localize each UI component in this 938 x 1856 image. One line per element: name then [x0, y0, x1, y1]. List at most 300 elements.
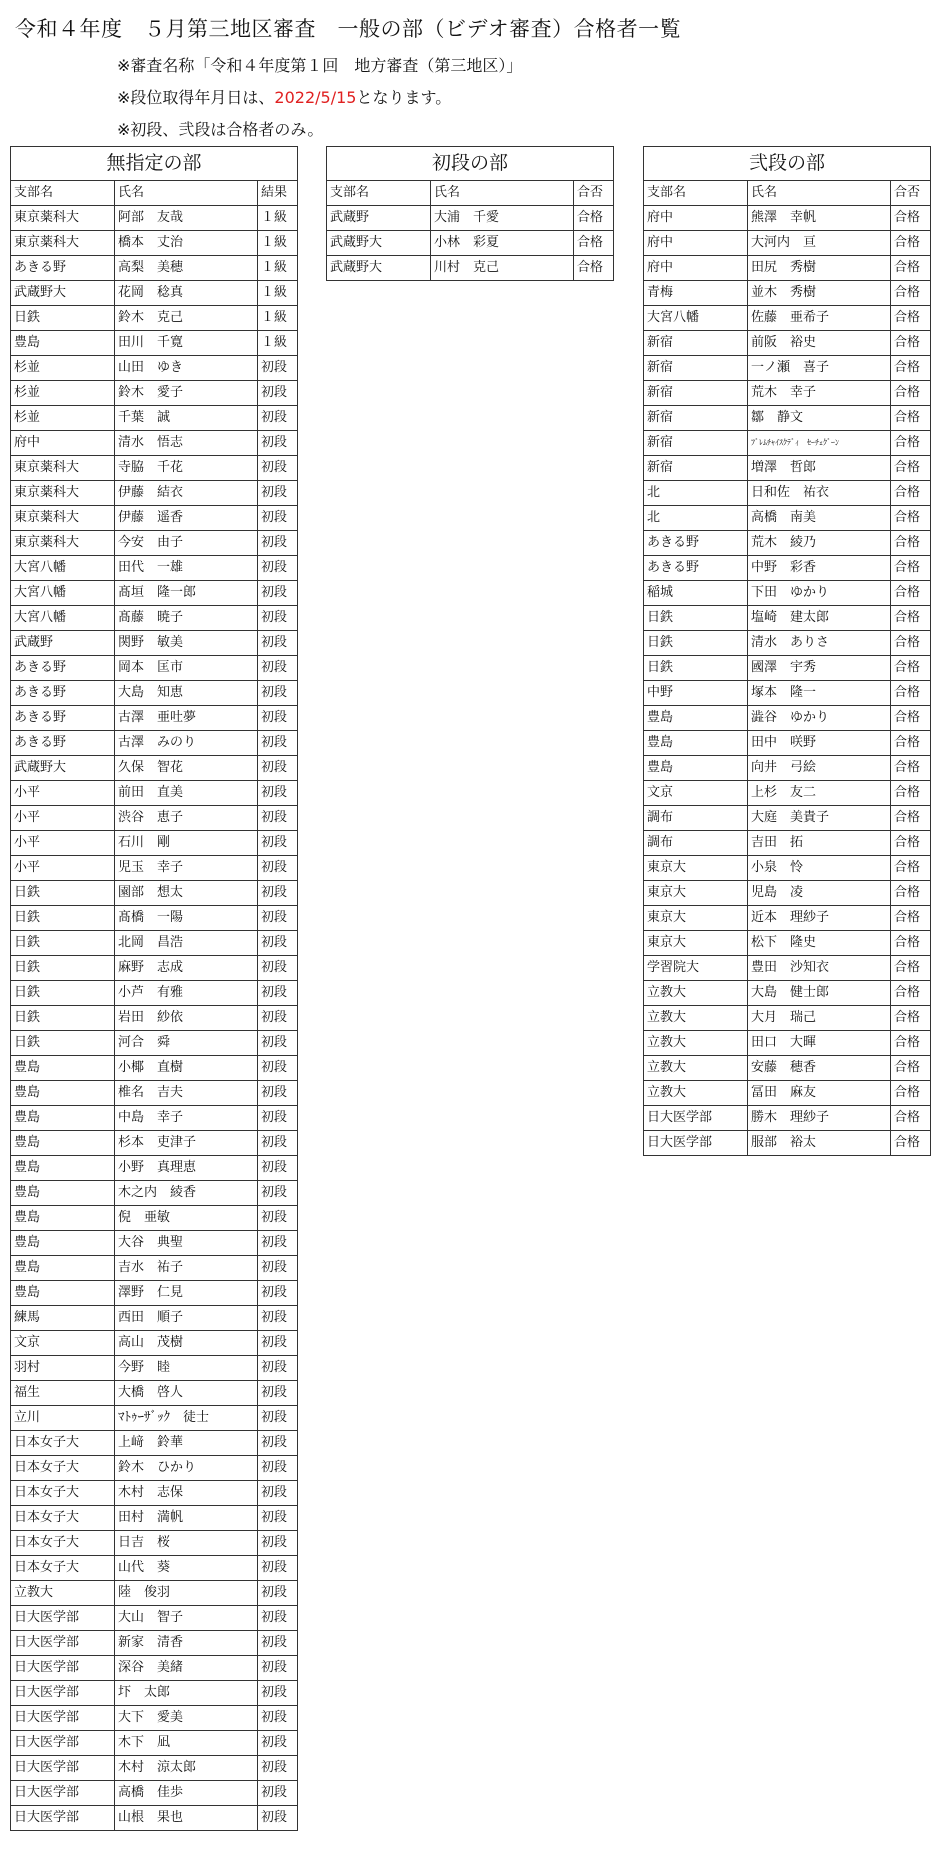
cell-name: 並木 秀樹	[748, 281, 891, 306]
cell-name: 熊澤 幸帆	[748, 206, 891, 231]
cell-branch: 豊島	[644, 706, 748, 731]
cell-name: 小林 彩夏	[431, 231, 574, 256]
table-row	[644, 256, 931, 281]
table-row	[11, 1556, 298, 1581]
cell-result: 合格	[891, 406, 931, 431]
cell-branch: 日鉄	[11, 981, 115, 1006]
cell-result: 初段	[258, 756, 298, 781]
cell-name: 向井 弓絵	[748, 756, 891, 781]
cell-result: 初段	[258, 706, 298, 731]
table-row	[11, 1206, 298, 1231]
cell-result: 初段	[258, 1456, 298, 1481]
cell-result: 合格	[891, 506, 931, 531]
cell-branch: 府中	[11, 431, 115, 456]
cell-result: 初段	[258, 1631, 298, 1656]
cell-result: 初段	[258, 1756, 298, 1781]
cell-branch: あきる野	[644, 556, 748, 581]
cell-branch: 中野	[644, 681, 748, 706]
cell-branch: 府中	[644, 206, 748, 231]
table-row	[11, 831, 298, 856]
cell-result: 合格	[891, 806, 931, 831]
cell-branch: 立川	[11, 1406, 115, 1431]
cell-branch: 日鉄	[11, 1006, 115, 1031]
cell-name: 荒木 幸子	[748, 381, 891, 406]
cell-name: 高梨 美穂	[115, 256, 258, 281]
cell-name: 一ノ瀬 喜子	[748, 356, 891, 381]
cell-branch: あきる野	[644, 531, 748, 556]
header-branch: 支部名	[327, 181, 431, 206]
table-row	[11, 1256, 298, 1281]
cell-name: 伊藤 結衣	[115, 481, 258, 506]
table-row	[644, 731, 931, 756]
cell-result: 初段	[258, 981, 298, 1006]
table-row	[644, 581, 931, 606]
table-row	[644, 781, 931, 806]
header-branch: 支部名	[11, 181, 115, 206]
cell-result: 初段	[258, 881, 298, 906]
cell-result: 初段	[258, 1706, 298, 1731]
cell-name: 田中 咲野	[748, 731, 891, 756]
cell-result: 合格	[891, 731, 931, 756]
table-row	[644, 206, 931, 231]
cell-branch: 文京	[11, 1331, 115, 1356]
cell-branch: 武蔵野大	[327, 231, 431, 256]
cell-result: 合格	[891, 1131, 931, 1156]
header-name: 氏名	[115, 181, 258, 206]
cell-branch: 福生	[11, 1381, 115, 1406]
cell-name: 澁谷 ゆかり	[748, 706, 891, 731]
header-name: 氏名	[431, 181, 574, 206]
table-row	[11, 1531, 298, 1556]
cell-name: 塚本 隆一	[748, 681, 891, 706]
cell-branch: 日大医学部	[11, 1731, 115, 1756]
header-branch: 支部名	[644, 181, 748, 206]
cell-name: 児島 凌	[748, 881, 891, 906]
table-row	[11, 1606, 298, 1631]
cell-name: 前田 直美	[115, 781, 258, 806]
table-row	[11, 1106, 298, 1131]
cell-branch: 杉並	[11, 406, 115, 431]
table-row	[11, 1406, 298, 1431]
cell-branch: あきる野	[11, 706, 115, 731]
cell-branch: 東京薬科大	[11, 206, 115, 231]
cell-result: 合格	[891, 356, 931, 381]
cell-result: 合格	[891, 581, 931, 606]
cell-branch: 東京薬科大	[11, 481, 115, 506]
cell-name: 佐藤 亜希子	[748, 306, 891, 331]
cell-result: 合格	[891, 681, 931, 706]
table-row	[644, 506, 931, 531]
table-row	[11, 406, 298, 431]
cell-name: 中野 彩香	[748, 556, 891, 581]
cell-name: 木下 凪	[115, 1731, 258, 1756]
cell-result: １級	[258, 206, 298, 231]
table-row	[11, 1156, 298, 1181]
cell-branch: 小平	[11, 831, 115, 856]
cell-result: 合格	[891, 381, 931, 406]
cell-branch: 日本女子大	[11, 1431, 115, 1456]
cell-branch: 日大医学部	[11, 1631, 115, 1656]
cell-result: 合格	[891, 306, 931, 331]
cell-branch: 日鉄	[11, 956, 115, 981]
cell-result: 初段	[258, 1281, 298, 1306]
cell-branch: 東京大	[644, 906, 748, 931]
table-row	[644, 756, 931, 781]
cell-result: 初段	[258, 431, 298, 456]
table-row	[644, 656, 931, 681]
cell-name: 大橋 啓人	[115, 1381, 258, 1406]
cell-result: 初段	[258, 656, 298, 681]
cell-name: 勝木 理紗子	[748, 1106, 891, 1131]
cell-result: 初段	[258, 1781, 298, 1806]
cell-result: 初段	[258, 1481, 298, 1506]
cell-branch: 日大医学部	[644, 1106, 748, 1131]
note-exam-name: ※審査名称「令和４年度第１回 地方審査（第三地区）」	[117, 56, 523, 75]
cell-result: 合格	[891, 656, 931, 681]
cell-result: １級	[258, 281, 298, 306]
cell-branch: 日鉄	[644, 631, 748, 656]
cell-result: 合格	[891, 931, 931, 956]
cell-branch: 新宿	[644, 331, 748, 356]
cell-branch: 武蔵野大	[11, 756, 115, 781]
table-row	[644, 831, 931, 856]
cell-name: 杉本 吏津子	[115, 1131, 258, 1156]
cell-name: 田尻 秀樹	[748, 256, 891, 281]
cell-result: 合格	[891, 1081, 931, 1106]
cell-branch: 調布	[644, 831, 748, 856]
cell-name: 大庭 美貴子	[748, 806, 891, 831]
cell-name: 清水 悟志	[115, 431, 258, 456]
table-row	[11, 1706, 298, 1731]
table-row	[644, 431, 931, 456]
table-row	[11, 481, 298, 506]
cell-branch: 日大医学部	[11, 1706, 115, 1731]
table-row	[11, 1331, 298, 1356]
cell-name: 渋谷 恵子	[115, 806, 258, 831]
table-row	[644, 631, 931, 656]
cell-name: 鈴木 愛子	[115, 381, 258, 406]
table-row	[11, 1231, 298, 1256]
cell-result: 合格	[891, 531, 931, 556]
table-row	[11, 1381, 298, 1406]
cell-result: 初段	[258, 1206, 298, 1231]
table-row	[644, 906, 931, 931]
cell-branch: あきる野	[11, 256, 115, 281]
cell-name: 増澤 哲郎	[748, 456, 891, 481]
cell-name: 大浦 千愛	[431, 206, 574, 231]
cell-branch: 東京薬科大	[11, 531, 115, 556]
table-row	[11, 1281, 298, 1306]
table-row	[11, 431, 298, 456]
cell-branch: 立教大	[11, 1581, 115, 1606]
table-row	[644, 306, 931, 331]
cell-branch: 豊島	[644, 731, 748, 756]
cell-name: 川村 克己	[431, 256, 574, 281]
cell-name: 安藤 穂香	[748, 1056, 891, 1081]
cell-branch: 日鉄	[644, 606, 748, 631]
cell-name: 小野 真理恵	[115, 1156, 258, 1181]
cell-branch: 日鉄	[11, 931, 115, 956]
cell-name: 田川 千寛	[115, 331, 258, 356]
cell-branch: 日大医学部	[11, 1606, 115, 1631]
cell-branch: 日鉄	[644, 656, 748, 681]
note-acquisition-date	[117, 86, 451, 110]
cell-result: 合格	[891, 331, 931, 356]
cell-branch: 日本女子大	[11, 1531, 115, 1556]
table-row	[327, 231, 614, 256]
table-row	[11, 206, 298, 231]
cell-result: 合格	[574, 231, 614, 256]
cell-branch: 練馬	[11, 1306, 115, 1331]
cell-name: 千葉 誠	[115, 406, 258, 431]
table-row	[11, 956, 298, 981]
cell-branch: 豊島	[11, 1131, 115, 1156]
table-row	[11, 1506, 298, 1531]
cell-result: 初段	[258, 906, 298, 931]
cell-result: 初段	[258, 856, 298, 881]
cell-result: 初段	[258, 1556, 298, 1581]
table-row	[644, 231, 931, 256]
cell-result: 合格	[891, 1056, 931, 1081]
cell-branch: 大宮八幡	[11, 606, 115, 631]
cell-name: 田村 満帆	[115, 1506, 258, 1531]
cell-branch: 新宿	[644, 406, 748, 431]
cell-name: 児玉 幸子	[115, 856, 258, 881]
cell-name: 深谷 美緒	[115, 1656, 258, 1681]
cell-branch: 府中	[644, 231, 748, 256]
cell-result: 初段	[258, 406, 298, 431]
cell-result: 初段	[258, 1681, 298, 1706]
cell-branch: 豊島	[11, 1256, 115, 1281]
table-row	[644, 1006, 931, 1031]
cell-result: 初段	[258, 1006, 298, 1031]
cell-result: 初段	[258, 1181, 298, 1206]
cell-name: 小泉 怜	[748, 856, 891, 881]
cell-result: 合格	[891, 781, 931, 806]
header-result: 合否	[891, 181, 931, 206]
cell-branch: 日大医学部	[11, 1781, 115, 1806]
cell-result: 合格	[891, 831, 931, 856]
cell-name: 荒木 綾乃	[748, 531, 891, 556]
cell-name: 古澤 みのり	[115, 731, 258, 756]
cell-result: 合格	[891, 881, 931, 906]
cell-name: 倪 亜敏	[115, 1206, 258, 1231]
table-row	[11, 756, 298, 781]
table-row	[11, 881, 298, 906]
table-row	[11, 606, 298, 631]
cell-result: 初段	[258, 506, 298, 531]
table-row	[11, 256, 298, 281]
table-row	[644, 456, 931, 481]
table-row	[644, 1106, 931, 1131]
table-row	[644, 706, 931, 731]
cell-result: 初段	[258, 456, 298, 481]
section-title-nidan: 弐段の部	[644, 147, 931, 181]
table-row	[644, 1081, 931, 1106]
cell-branch: 府中	[644, 256, 748, 281]
table-row	[11, 306, 298, 331]
cell-name: 高橋 佳歩	[115, 1781, 258, 1806]
cell-branch: 杉並	[11, 381, 115, 406]
cell-result: 合格	[574, 256, 614, 281]
cell-name: 前阪 裕史	[748, 331, 891, 356]
note-pass-only: ※初段、弐段は合格者のみ。	[117, 120, 324, 139]
cell-name: 鈴木 克己	[115, 306, 258, 331]
table-row	[11, 581, 298, 606]
cell-branch: 日大医学部	[644, 1131, 748, 1156]
cell-name: 豊田 沙知衣	[748, 956, 891, 981]
cell-branch: 日鉄	[11, 306, 115, 331]
cell-branch: 武蔵野大	[11, 281, 115, 306]
cell-branch: 日鉄	[11, 906, 115, 931]
cell-result: 初段	[258, 481, 298, 506]
cell-result: 初段	[258, 931, 298, 956]
table-row	[644, 931, 931, 956]
cell-name: 橋本 丈治	[115, 231, 258, 256]
cell-name: 小芦 有雅	[115, 981, 258, 1006]
table-row	[644, 1131, 931, 1156]
cell-result: 初段	[258, 606, 298, 631]
cell-name: 髙橋 一陽	[115, 906, 258, 931]
cell-result: 初段	[258, 631, 298, 656]
cell-branch: 豊島	[11, 1156, 115, 1181]
cell-name: 田代 一雄	[115, 556, 258, 581]
cell-result: 合格	[891, 981, 931, 1006]
cell-name: 髙垣 隆一郎	[115, 581, 258, 606]
note-date-prefix: ※段位取得年月日は、	[117, 88, 275, 107]
table-row	[11, 556, 298, 581]
cell-result: 初段	[258, 1606, 298, 1631]
cell-name: 吉田 拓	[748, 831, 891, 856]
cell-name: 大河内 亘	[748, 231, 891, 256]
cell-branch: 豊島	[644, 756, 748, 781]
table-row	[11, 731, 298, 756]
cell-result: １級	[258, 306, 298, 331]
cell-result: 初段	[258, 1106, 298, 1131]
cell-name: 大島 知恵	[115, 681, 258, 706]
cell-name: 近本 理紗子	[748, 906, 891, 931]
cell-result: 合格	[891, 481, 931, 506]
cell-result: 合格	[891, 756, 931, 781]
table-row	[11, 656, 298, 681]
cell-name: 日和佐 祐衣	[748, 481, 891, 506]
section-title-shodan: 初段の部	[327, 147, 614, 181]
cell-branch: 豊島	[11, 1106, 115, 1131]
cell-name: 大月 瑞己	[748, 1006, 891, 1031]
cell-result: 初段	[258, 1506, 298, 1531]
cell-result: 初段	[258, 1431, 298, 1456]
cell-result: 初段	[258, 731, 298, 756]
header-result: 合否	[574, 181, 614, 206]
cell-name: 大山 智子	[115, 1606, 258, 1631]
table-row	[11, 1081, 298, 1106]
cell-result: 初段	[258, 1656, 298, 1681]
cell-name: 伊藤 遥香	[115, 506, 258, 531]
cell-branch: 日大医学部	[11, 1656, 115, 1681]
cell-name: 下田 ゆかり	[748, 581, 891, 606]
cell-branch: 立教大	[644, 1056, 748, 1081]
table-row	[644, 356, 931, 381]
table-row	[11, 1581, 298, 1606]
table-shodan	[326, 146, 614, 281]
cell-branch: 学習院大	[644, 956, 748, 981]
cell-name: 山田 ゆき	[115, 356, 258, 381]
cell-result: 初段	[258, 1331, 298, 1356]
cell-name: 國澤 宇秀	[748, 656, 891, 681]
cell-name: 小椰 直樹	[115, 1056, 258, 1081]
table-row	[644, 531, 931, 556]
table-row	[11, 1431, 298, 1456]
cell-result: 合格	[891, 456, 931, 481]
cell-result: 合格	[891, 631, 931, 656]
cell-branch: 豊島	[11, 1056, 115, 1081]
cell-result: 初段	[258, 1406, 298, 1431]
cell-name: 山根 果也	[115, 1806, 258, 1831]
cell-result: 初段	[258, 1731, 298, 1756]
cell-result: 初段	[258, 1306, 298, 1331]
cell-name: 圷 太郎	[115, 1681, 258, 1706]
cell-branch: 青梅	[644, 281, 748, 306]
cell-name: 花岡 稔真	[115, 281, 258, 306]
cell-branch: 武蔵野大	[327, 256, 431, 281]
cell-name: 木之内 綾香	[115, 1181, 258, 1206]
table-row	[11, 456, 298, 481]
cell-branch: 小平	[11, 806, 115, 831]
table-row	[11, 1131, 298, 1156]
cell-branch: 東京薬科大	[11, 231, 115, 256]
cell-result: 初段	[258, 806, 298, 831]
cell-name: 大島 健士郎	[748, 981, 891, 1006]
note-date-suffix: となります。	[356, 88, 452, 107]
cell-branch: 立教大	[644, 1006, 748, 1031]
table-row	[644, 556, 931, 581]
table-row	[644, 806, 931, 831]
cell-branch: 稲城	[644, 581, 748, 606]
table-row	[644, 281, 931, 306]
cell-result: 初段	[258, 1581, 298, 1606]
cell-name: 吉水 祐子	[115, 1256, 258, 1281]
cell-result: 初段	[258, 1031, 298, 1056]
cell-branch: 小平	[11, 781, 115, 806]
cell-result: 初段	[258, 1531, 298, 1556]
cell-result: 合格	[891, 281, 931, 306]
cell-branch: 東京大	[644, 856, 748, 881]
table-row	[11, 631, 298, 656]
cell-branch: 豊島	[11, 1281, 115, 1306]
cell-name: 木村 志保	[115, 1481, 258, 1506]
table-row	[644, 406, 931, 431]
cell-branch: 東京大	[644, 881, 748, 906]
cell-branch: 豊島	[11, 1081, 115, 1106]
cell-name: 岩田 紗依	[115, 1006, 258, 1031]
cell-result: 合格	[891, 856, 931, 881]
cell-result: 合格	[891, 1031, 931, 1056]
cell-branch: 豊島	[11, 1206, 115, 1231]
table-row	[11, 856, 298, 881]
table-row	[11, 531, 298, 556]
table-row	[11, 1781, 298, 1806]
table-row	[11, 706, 298, 731]
cell-name: 塩崎 建太郎	[748, 606, 891, 631]
cell-result: 初段	[258, 531, 298, 556]
table-row	[11, 506, 298, 531]
table-row	[11, 1031, 298, 1056]
table-row	[11, 381, 298, 406]
cell-result: 初段	[258, 1806, 298, 1831]
table-row	[11, 1731, 298, 1756]
cell-name: 服部 裕太	[748, 1131, 891, 1156]
cell-branch: 武蔵野	[327, 206, 431, 231]
